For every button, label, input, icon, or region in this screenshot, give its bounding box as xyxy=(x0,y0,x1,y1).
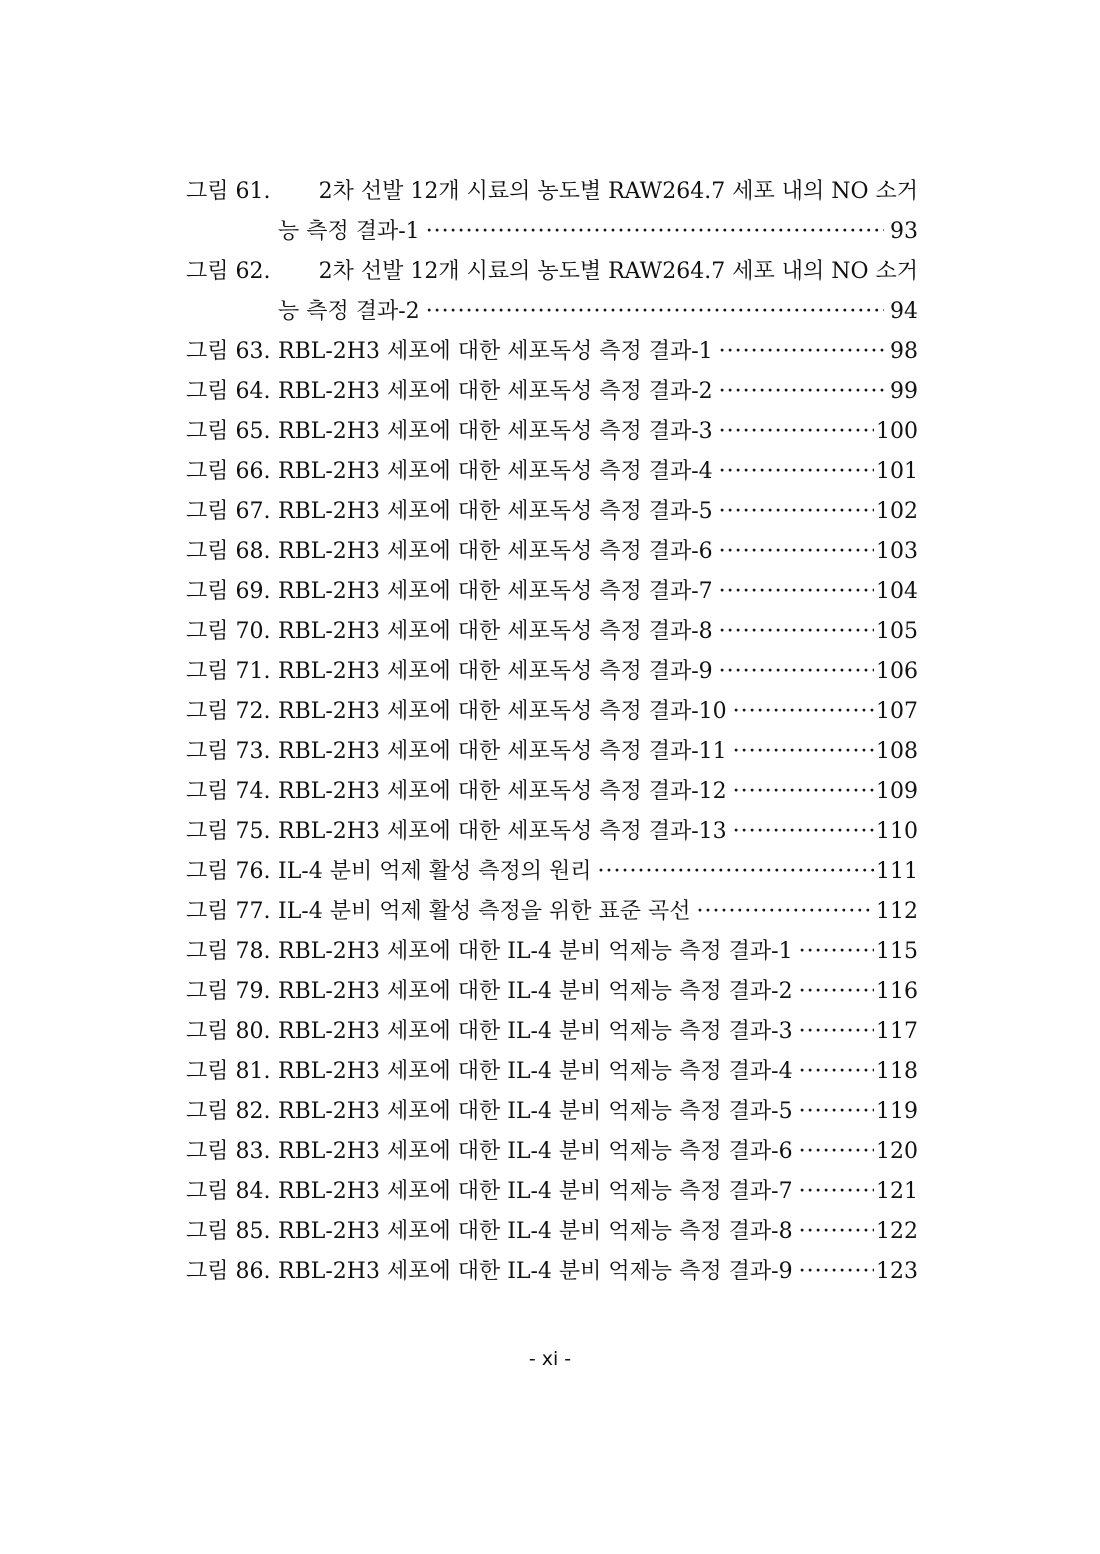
dot-leader xyxy=(719,452,874,492)
figure-title: RBL-2H3 세포에 대한 IL-4 분비 억제능 측정 결과-6 xyxy=(278,1139,793,1164)
dot-leader xyxy=(799,1212,874,1252)
figure-title: RBL-2H3 세포에 대한 IL-4 분비 억제능 측정 결과-8 xyxy=(278,1219,793,1244)
toc-entry[interactable] xyxy=(186,452,918,492)
figure-title: RBL-2H3 세포에 대한 세포독성 측정 결과-1 xyxy=(278,339,713,364)
page-number: 102 xyxy=(876,499,918,524)
page-number: 100 xyxy=(876,419,918,444)
figure-title: IL-4 분비 억제 활성 측정의 원리 xyxy=(278,859,592,884)
toc-entry-wrapped[interactable] xyxy=(186,172,918,252)
toc-entry[interactable] xyxy=(186,1132,918,1172)
dot-leader xyxy=(799,1052,874,1092)
figure-number: 그림 80. xyxy=(186,1019,271,1044)
figure-number: 그림 68. xyxy=(186,539,271,564)
figure-number: 그림 75. xyxy=(186,819,271,844)
dot-leader xyxy=(733,732,874,772)
toc-entry[interactable] xyxy=(186,372,918,412)
figure-list xyxy=(186,172,918,1292)
page-number: 118 xyxy=(876,1059,918,1084)
figure-number: 그림 76. xyxy=(186,859,271,884)
dot-leader xyxy=(733,772,874,812)
figure-title: RBL-2H3 세포에 대한 세포독성 측정 결과-8 xyxy=(278,619,713,644)
figure-number: 그림 84. xyxy=(186,1179,271,1204)
toc-entry[interactable] xyxy=(186,772,918,812)
toc-entry[interactable] xyxy=(186,692,918,732)
figure-title: IL-4 분비 억제 활성 측정을 위한 표준 곡선 xyxy=(278,899,691,924)
dot-leader xyxy=(799,1172,874,1212)
dot-leader xyxy=(719,492,874,532)
dot-leader xyxy=(719,612,874,652)
dot-leader xyxy=(719,652,874,692)
dot-leader xyxy=(799,1252,874,1292)
dot-leader xyxy=(426,212,884,252)
page-number: 108 xyxy=(876,739,918,764)
figure-title: RBL-2H3 세포에 대한 IL-4 분비 억제능 측정 결과-2 xyxy=(278,979,793,1004)
figure-title: RBL-2H3 세포에 대한 세포독성 측정 결과-2 xyxy=(278,379,713,404)
figure-number: 그림 82. xyxy=(186,1099,271,1124)
figure-number: 그림 64. xyxy=(186,379,271,404)
toc-entry[interactable] xyxy=(186,852,918,892)
page-number: 110 xyxy=(876,819,918,844)
figure-title: RBL-2H3 세포에 대한 IL-4 분비 억제능 측정 결과-1 xyxy=(278,939,793,964)
dot-leader xyxy=(719,532,874,572)
page-number: 103 xyxy=(876,539,918,564)
dot-leader xyxy=(799,1132,874,1172)
figure-number: 그림 69. xyxy=(186,579,271,604)
toc-entry[interactable] xyxy=(186,1172,918,1212)
toc-entry[interactable] xyxy=(186,892,918,932)
figure-title: RBL-2H3 세포에 대한 세포독성 측정 결과-10 xyxy=(278,699,727,724)
toc-entry[interactable] xyxy=(186,932,918,972)
toc-entry[interactable] xyxy=(186,612,918,652)
page-number: 120 xyxy=(876,1139,918,1164)
page-number: 101 xyxy=(876,459,918,484)
figure-number: 그림 77. xyxy=(186,899,271,924)
figure-title: 2차 선발 12개 시료의 농도별 RAW264.7 세포 내의 NO 소거 xyxy=(318,259,918,284)
figure-number: 그림 86. xyxy=(186,1259,271,1284)
toc-entry[interactable] xyxy=(186,412,918,452)
figure-title: RBL-2H3 세포에 대한 IL-4 분비 억제능 측정 결과-5 xyxy=(278,1099,793,1124)
dot-leader xyxy=(799,932,874,972)
toc-entry[interactable] xyxy=(186,492,918,532)
figure-title: 2차 선발 12개 시료의 농도별 RAW264.7 세포 내의 NO 소거 xyxy=(318,179,918,204)
dot-leader xyxy=(733,812,874,852)
figure-title: RBL-2H3 세포에 대한 IL-4 분비 억제능 측정 결과-4 xyxy=(278,1059,793,1084)
page-number: 122 xyxy=(876,1219,918,1244)
figure-number: 그림 71. xyxy=(186,659,271,684)
page-number: 93 xyxy=(890,219,918,244)
toc-entry-wrapped[interactable] xyxy=(186,252,918,332)
page-footer: - xi - xyxy=(528,1348,572,1370)
figure-number: 그림 72. xyxy=(186,699,271,724)
toc-entry[interactable] xyxy=(186,972,918,1012)
figure-title: RBL-2H3 세포에 대한 세포독성 측정 결과-12 xyxy=(278,779,727,804)
toc-entry[interactable] xyxy=(186,812,918,852)
dot-leader xyxy=(799,972,874,1012)
toc-entry[interactable] xyxy=(186,1092,918,1132)
figure-title: RBL-2H3 세포에 대한 세포독성 측정 결과-6 xyxy=(278,539,713,564)
page-number: 112 xyxy=(876,899,918,924)
figure-number: 그림 73. xyxy=(186,739,271,764)
toc-entry[interactable] xyxy=(186,1212,918,1252)
page-number: 115 xyxy=(876,939,918,964)
toc-entry[interactable] xyxy=(186,652,918,692)
toc-entry[interactable] xyxy=(186,1252,918,1292)
dot-leader xyxy=(426,292,884,332)
figure-title: RBL-2H3 세포에 대한 세포독성 측정 결과-3 xyxy=(278,419,713,444)
page-number: 99 xyxy=(890,379,918,404)
figure-number: 그림 65. xyxy=(186,419,271,444)
figure-number: 그림 63. xyxy=(186,339,271,364)
page-number: 111 xyxy=(876,859,918,884)
toc-entry[interactable] xyxy=(186,572,918,612)
figure-number: 그림 62. xyxy=(186,259,271,284)
dot-leader xyxy=(696,892,874,932)
figure-title: RBL-2H3 세포에 대한 세포독성 측정 결과-5 xyxy=(278,499,713,524)
page-number: 94 xyxy=(890,299,918,324)
toc-entry[interactable] xyxy=(186,332,918,372)
figure-number: 그림 85. xyxy=(186,1219,271,1244)
toc-entry[interactable] xyxy=(186,1052,918,1092)
figure-title-continued: 능 측정 결과-1 xyxy=(278,219,420,244)
page-number: 121 xyxy=(876,1179,918,1204)
page-number: 116 xyxy=(876,979,918,1004)
figure-number: 그림 79. xyxy=(186,979,271,1004)
dot-leader xyxy=(719,412,874,452)
page-number: 117 xyxy=(876,1019,918,1044)
figure-title: RBL-2H3 세포에 대한 세포독성 측정 결과-7 xyxy=(278,579,713,604)
figure-title: RBL-2H3 세포에 대한 세포독성 측정 결과-4 xyxy=(278,459,713,484)
figure-title-continued: 능 측정 결과-2 xyxy=(278,299,420,324)
figure-number: 그림 81. xyxy=(186,1059,271,1084)
figure-number: 그림 83. xyxy=(186,1139,271,1164)
toc-entries xyxy=(186,332,918,1292)
figure-title: RBL-2H3 세포에 대한 세포독성 측정 결과-11 xyxy=(278,739,727,764)
dot-leader xyxy=(733,692,874,732)
toc-entry[interactable] xyxy=(186,732,918,772)
figure-title: RBL-2H3 세포에 대한 IL-4 분비 억제능 측정 결과-3 xyxy=(278,1019,793,1044)
figure-number: 그림 61. xyxy=(186,179,271,204)
figure-number: 그림 70. xyxy=(186,619,271,644)
dot-leader xyxy=(799,1012,874,1052)
page-number: 107 xyxy=(876,699,918,724)
dot-leader xyxy=(719,332,884,372)
page-number: 123 xyxy=(876,1259,918,1284)
dot-leader xyxy=(597,852,874,892)
page-number: 119 xyxy=(876,1099,918,1124)
dot-leader xyxy=(799,1092,874,1132)
figure-title: RBL-2H3 세포에 대한 IL-4 분비 억제능 측정 결과-9 xyxy=(278,1259,793,1284)
page-number: 106 xyxy=(876,659,918,684)
figure-title: RBL-2H3 세포에 대한 세포독성 측정 결과-9 xyxy=(278,659,713,684)
figure-title: RBL-2H3 세포에 대한 세포독성 측정 결과-13 xyxy=(278,819,727,844)
dot-leader xyxy=(719,372,884,412)
figure-number: 그림 74. xyxy=(186,779,271,804)
page-number: 98 xyxy=(890,339,918,364)
toc-entry[interactable] xyxy=(186,1012,918,1052)
page-number: 105 xyxy=(876,619,918,644)
page-number: 109 xyxy=(876,779,918,804)
figure-number: 그림 67. xyxy=(186,499,271,524)
figure-number: 그림 78. xyxy=(186,939,271,964)
figure-title: RBL-2H3 세포에 대한 IL-4 분비 억제능 측정 결과-7 xyxy=(278,1179,793,1204)
dot-leader xyxy=(719,572,874,612)
figure-number: 그림 66. xyxy=(186,459,271,484)
toc-entry[interactable] xyxy=(186,532,918,572)
page-number: 104 xyxy=(876,579,918,604)
